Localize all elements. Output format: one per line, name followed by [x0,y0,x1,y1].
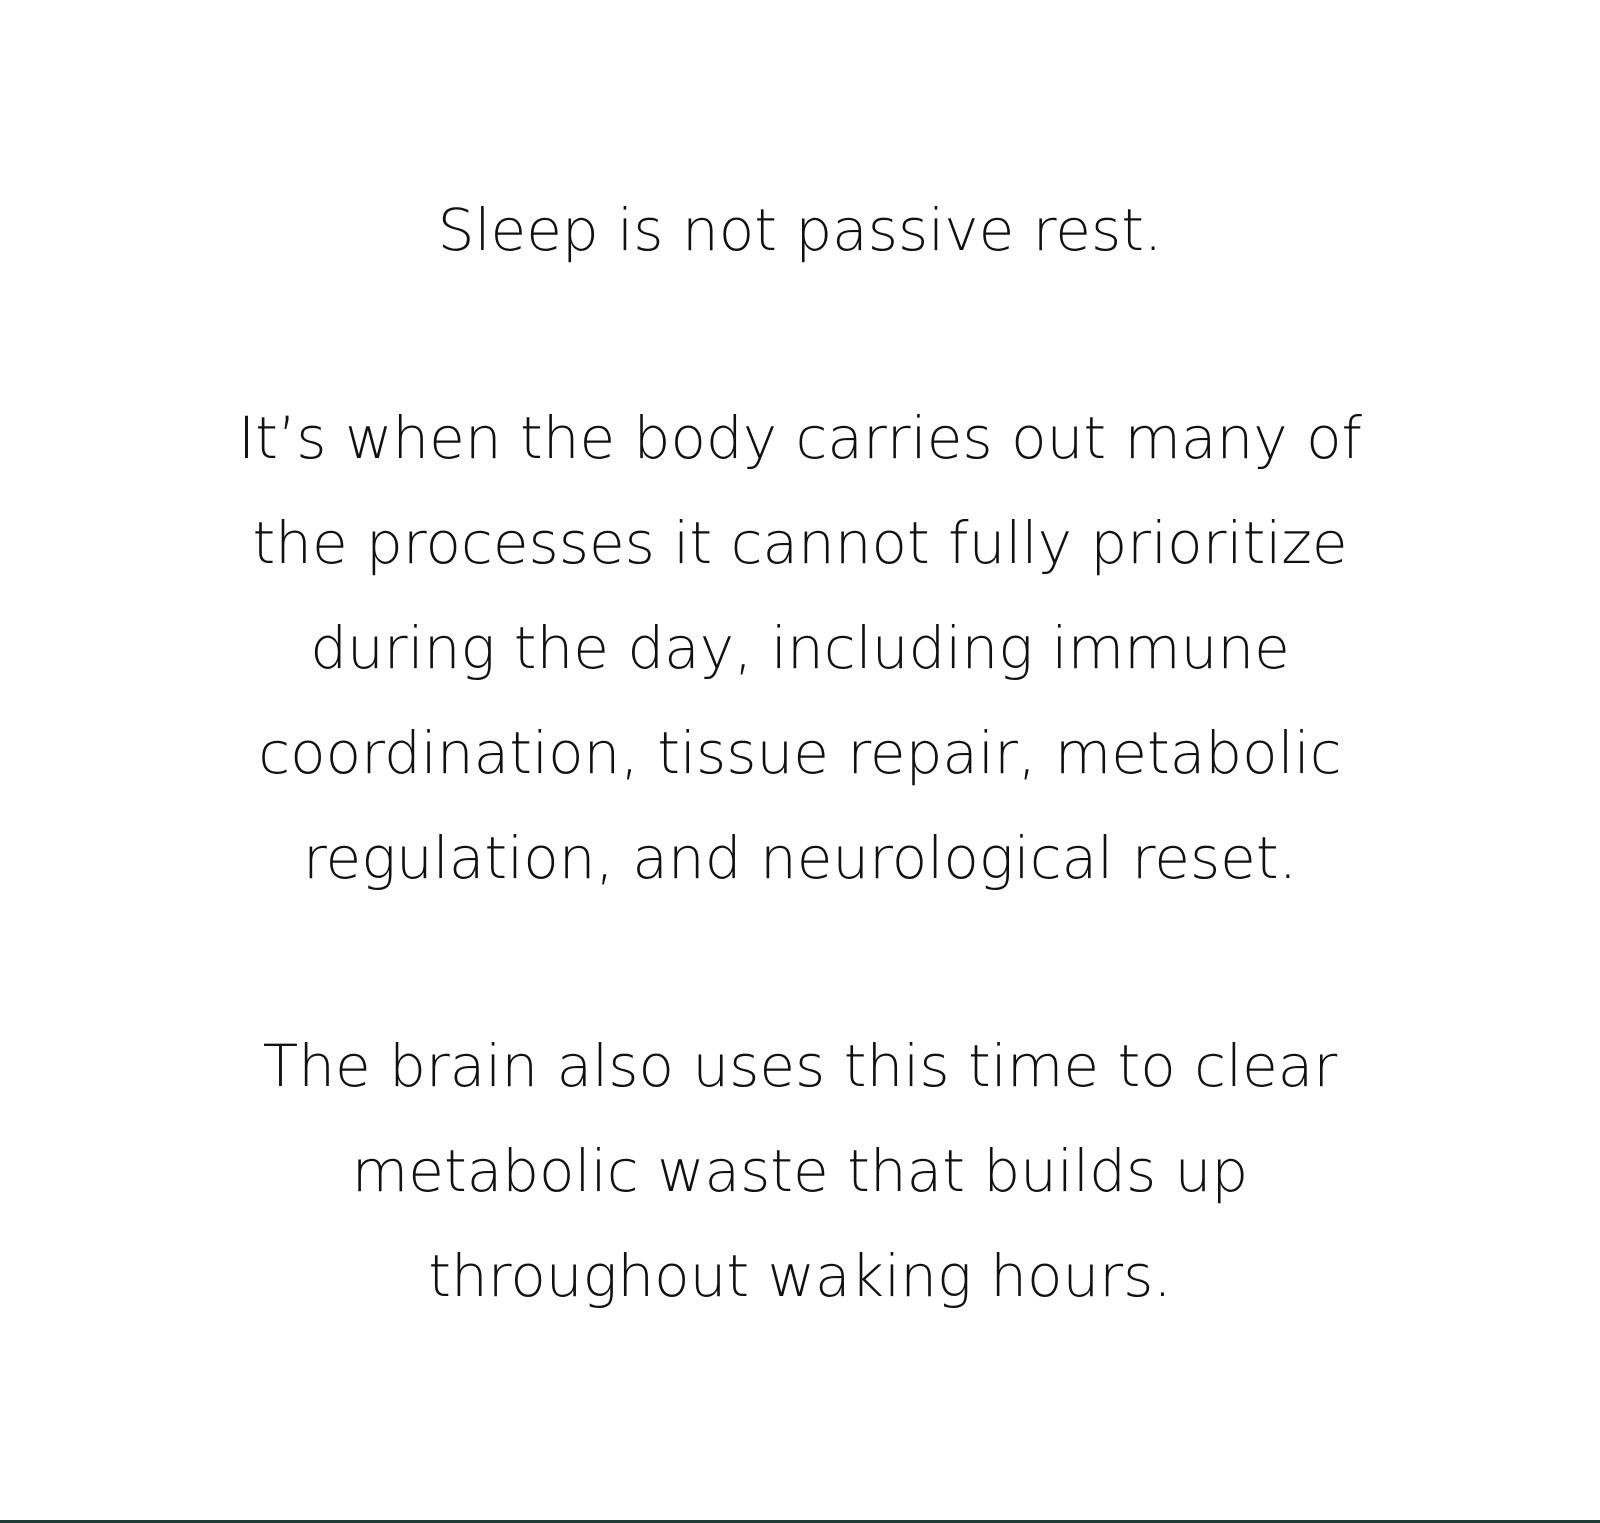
paragraph-2 [0,402,1600,894]
paragraph-1 [0,194,1600,266]
paragraph-line: metabolic waste that builds up [351,1137,1249,1205]
paragraph-line: coordination, tissue repair, metabolic [258,719,1342,787]
paragraph-line: the processes it cannot fully prioritize [252,509,1348,577]
paragraph-line: It’s when the body carries out many of [238,404,1362,472]
paragraph-3 [0,1030,1600,1312]
paragraph-line: The brain also uses this time to clear [262,1032,1338,1100]
paragraph-line: during the day, including immune [310,614,1290,682]
paragraph-line: regulation, and neurological reset. [302,824,1298,892]
paragraph-line: Sleep is not passive rest. [437,196,1163,264]
paragraph-line: throughout waking hours. [428,1242,1172,1310]
